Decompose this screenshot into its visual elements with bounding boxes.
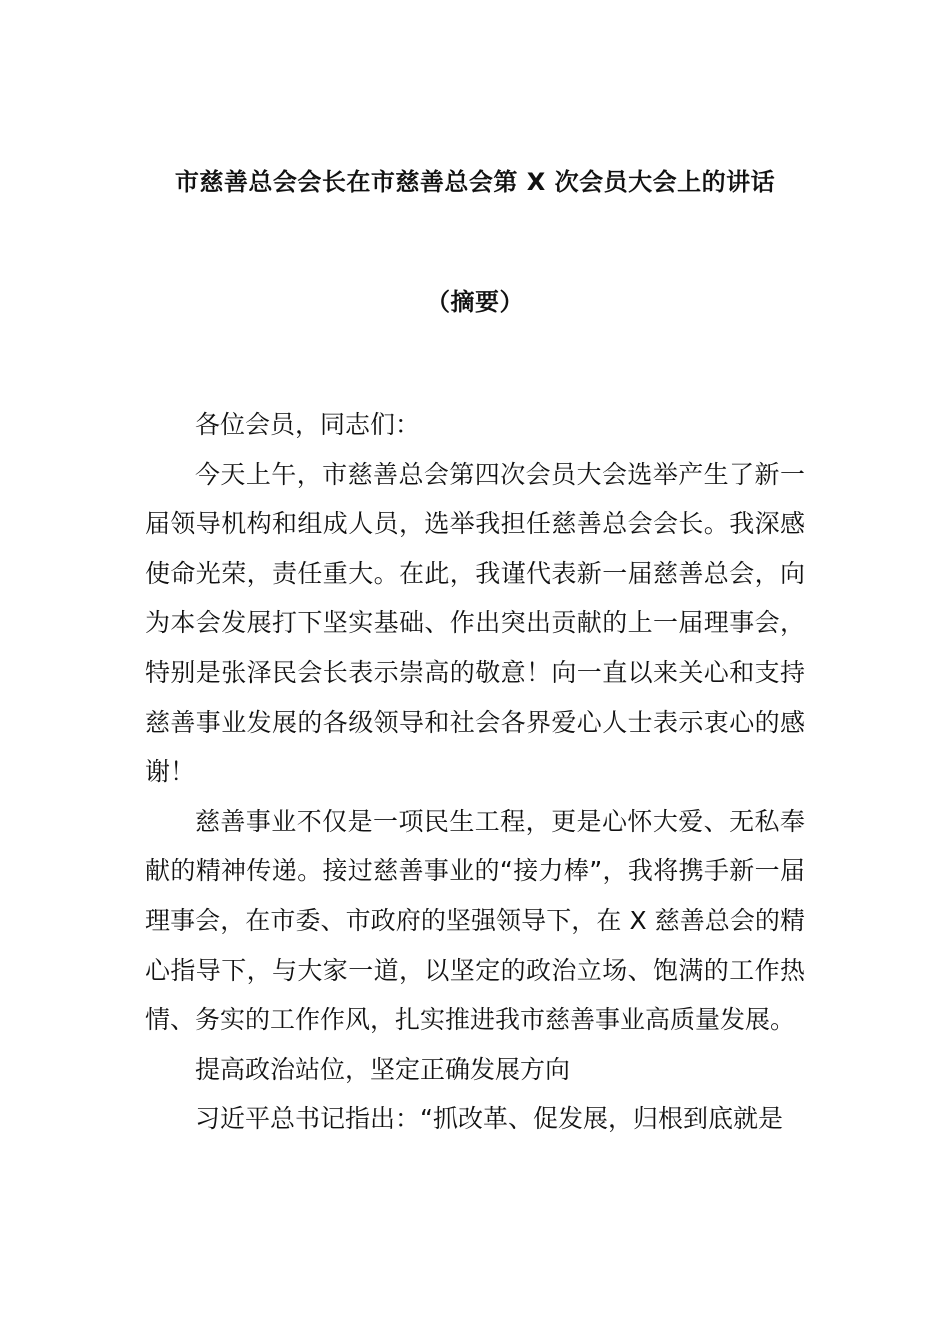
salutation-paragraph: 各位会员，同志们： bbox=[195, 410, 421, 439]
body-paragraph: 今天上午，市慈善总会第四次会员大会选举产生了新一届领导机构和组成人员，选举我担任慈善总会会长。我深感使命光荣，责任重大。在此，我谨代表新一届慈善总会，向为本会发展打下坚实基础、作出突出贡献的上一届理事会，特别是张泽民会长表示崇高的敬意！向一直以来关心和支持慈善事业发展的各级领导和社会各界爱心人士表示衷心的感谢！ bbox=[145, 459, 805, 787]
document-body bbox=[145, 400, 805, 1144]
body-paragraph: 慈善事业不仅是一项民生工程，更是心怀大爱、无私奉献的精神传递。接过慈善事业的“接力棒”，我将携手新一届理事会，在市委、市政府的坚强领导下，在 X 慈善总会的精心指导下，与大家一道，以坚定的政治立场、饱满的工作热情、务实的工作作风，扎实推进我市慈善事业高质量发展。 bbox=[145, 806, 805, 1035]
document-title: 市慈善总会会长在市慈善总会第 X 次会员大会上的讲话 bbox=[174, 168, 776, 196]
section-heading: 提高政治站位，坚定正确发展方向 bbox=[195, 1054, 571, 1084]
document-subtitle: （摘要） bbox=[426, 288, 524, 316]
body-paragraph: 习近平总书记指出：“抓改革、促发展，归根到底就是 bbox=[195, 1104, 783, 1134]
